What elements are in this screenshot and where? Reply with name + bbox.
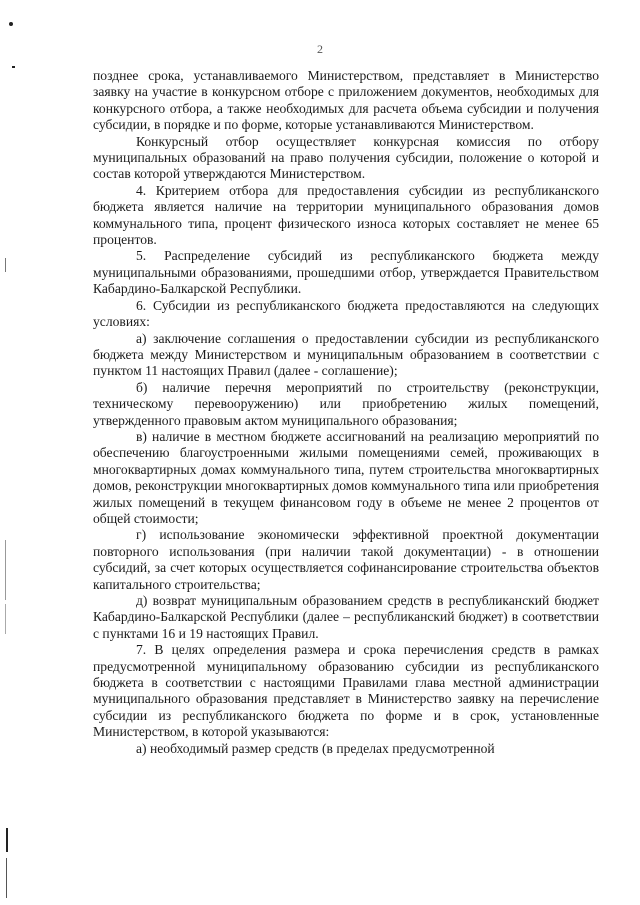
scan-mark xyxy=(6,858,7,898)
page-number: 2 xyxy=(317,42,323,56)
paragraph: 5. Распределение субсидий из республиканского бюджета между муниципальными образованиями, прошедшими отбор, утверждается Правительством Кабардино-Балкарской Республики. xyxy=(93,248,599,297)
paragraph: б) наличие перечня мероприятий по строительству (реконструкции, техническому перевооружению) или приобретению жилых помещений, утвержденного правовым актом муниципального образования; xyxy=(93,379,599,428)
scan-mark xyxy=(5,258,6,272)
paragraph: а) заключение соглашения о предоставлении субсидии из республиканского бюджета между Министерством и муниципальным образованием в соответствии с пунктом 11 настоящих Правил (далее - соглашение); xyxy=(93,330,599,379)
paragraph: а) необходимый размер средств (в пределах предусмотренной xyxy=(136,740,495,756)
paragraph: 6. Субсидии из республиканского бюджета предоставляются на следующих условиях: xyxy=(93,297,599,330)
scan-mark xyxy=(5,604,6,634)
paragraph: 7. В целях определения размера и срока перечисления средств в рамках предусмотренной муниципальному образованию субсидии из республиканского бюджета в соответствии с настоящими Правилами глава местной администрации муниципального образования представляет в Министерство заявку на перечисление субсидии из республиканского бюджета по форме и в срок, установленные Министерством, в которой указываются: xyxy=(93,642,599,740)
scan-mark xyxy=(6,828,8,852)
paragraph: позднее срока, устанавливаемого Министерством, представляет в Министерство заявку на участие в конкурсном отборе с приложением документов, необходимых для конкурсного отбора, а также необходимых для расчета объема субсидии и получения субсидии, в порядке и по форме, которые устанавливаются Министерством. xyxy=(93,68,599,133)
paragraph: в) наличие в местном бюджете ассигнований на реализацию мероприятий по обеспечению благоустроенными жилыми помещениями семей, проживающих в многоквартирных домах коммунального типа, путем строительства многоквартирных домов, реконструкции многоквартирных домов коммунального типа или приобретения жилых помещений в текущем финансовом году в объеме не менее 2 процентов от общей стоимости; xyxy=(93,428,599,526)
scan-mark xyxy=(12,66,15,68)
paragraph: д) возврат муниципальным образованием средств в республиканский бюджет Кабардино-Балкарской Республики (далее – республиканский бюджет) в соответствии с пунктами 16 и 19 настоящих Правил. xyxy=(93,593,599,641)
paragraph: г) использование экономически эффективной проектной документации повторного использования (при наличии такой документации) - в отношении субсидий, за счет которых осуществляется софинансирование строительства объектов капитального строительства; xyxy=(93,527,599,592)
paragraph: Конкурсный отбор осуществляет конкурсная комиссия по отбору муниципальных образований на право получения субсидии, положение о которой и состав которой утверждаются Министерством. xyxy=(93,133,599,182)
paragraph: 4. Критерием отбора для предоставления субсидии из республиканского бюджета является наличие на территории муниципального образования домов коммунального типа, процент физического износа которых составляет не менее 65 процентов. xyxy=(93,182,599,248)
scan-mark xyxy=(9,22,13,26)
document-body xyxy=(93,68,599,757)
scan-mark xyxy=(5,540,6,600)
